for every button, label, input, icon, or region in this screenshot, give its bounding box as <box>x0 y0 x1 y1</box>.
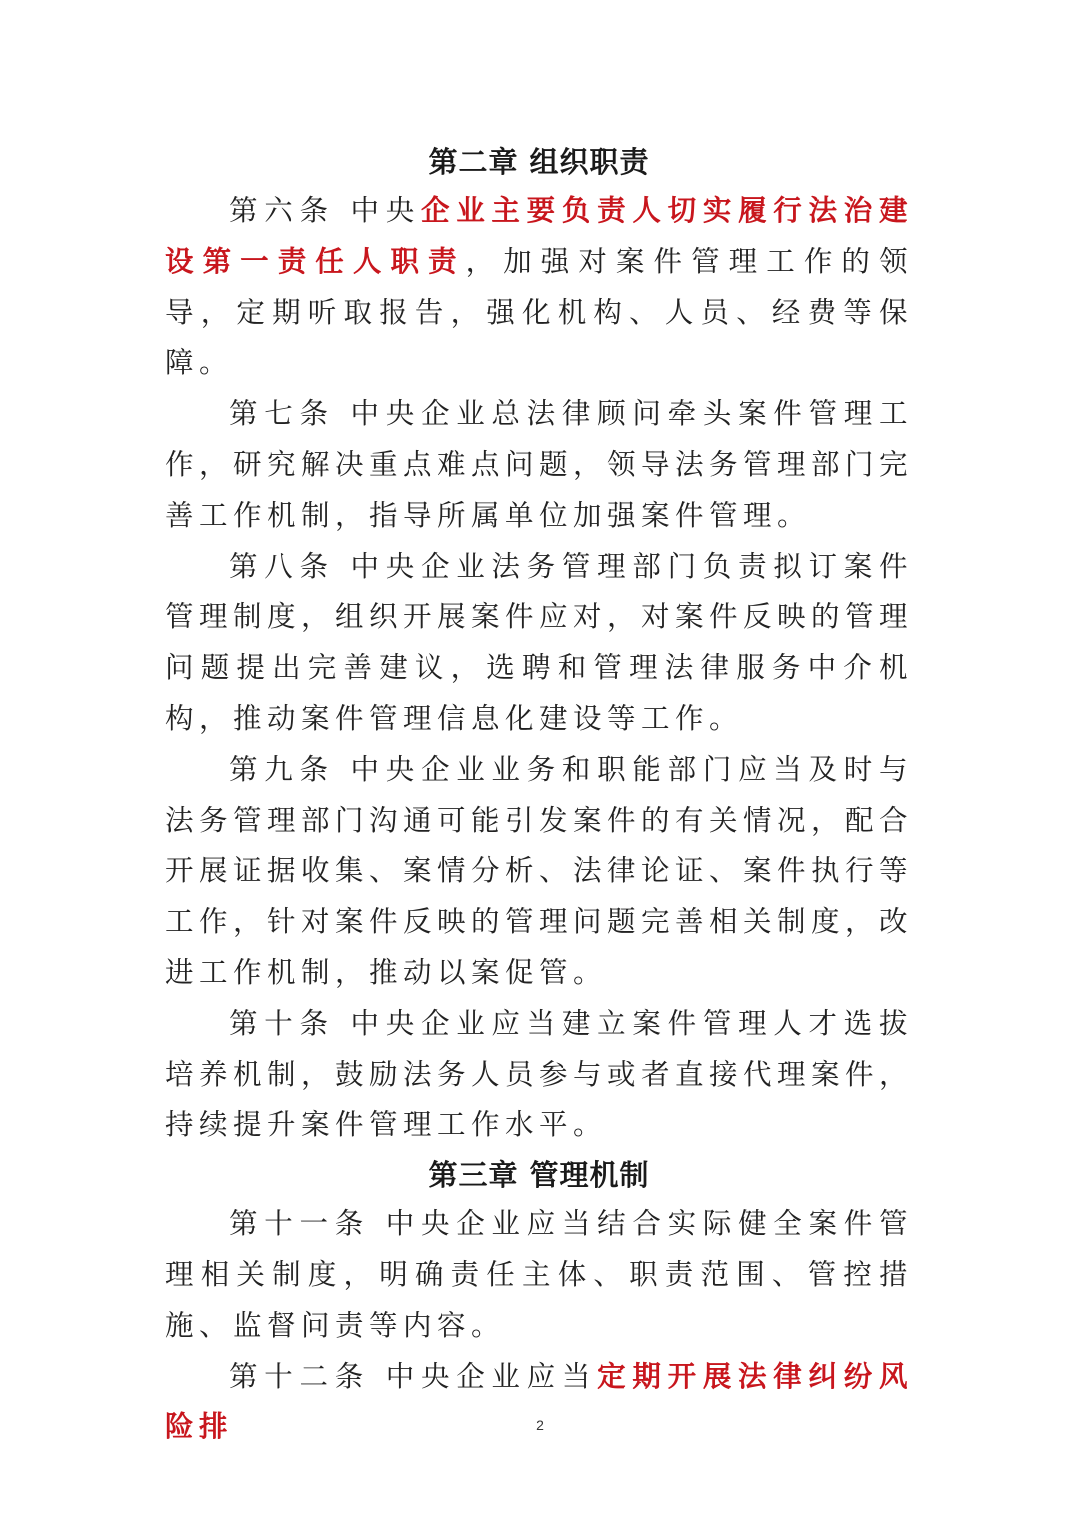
document-body <box>165 138 913 1453</box>
article-12-highlight: 定期开展法律纠纷风险排 <box>165 1359 913 1444</box>
chapter-2-heading: 第二章 组织职责 <box>428 145 650 179</box>
article-6-highlight: 企业主要负责人切实履行法治建设第一责任人职责 <box>165 194 913 278</box>
article-12 <box>165 1352 913 1454</box>
article-6 <box>165 186 913 389</box>
page-number: 2 <box>536 1417 544 1433</box>
article-8: 第八条 中央企业法务管理部门负责拟订案件管理制度，组织开展案件应对，对案件反映的管理问题提出完善建议，选聘和管理法律服务中介机构，推动案件管理信息化建设等工作。 <box>165 549 914 735</box>
article-7: 第七条 中央企业总法律顾问牵头案件管理工作，研究解决重点难点问题，领导法务管理部门完善工作机制，指导所属单位加强案件管理。 <box>165 397 914 532</box>
article-11: 第十一条 中央企业应当结合实际健全案件管理相关制度，明确责任主体、职责范围、管控措施、监督问责等内容。 <box>165 1207 913 1342</box>
article-12-lead: 第十二条 中央企业应当 <box>229 1359 598 1393</box>
article-6-rest: ，加强对案件管理工作的领导，定期听取报告，强化机构、人员、经费等保障。 <box>165 244 913 380</box>
article-10: 第十条 中央企业应当建立案件管理人才选拔培养机制，鼓励法务人员参与或者直接代理案件，持续提升案件管理工作水平。 <box>165 1006 914 1142</box>
article-6-lead: 第六条 中央 <box>229 194 421 227</box>
article-9: 第九条 中央企业业务和职能部门应当及时与法务管理部门沟通可能引发案件的有关情况，配合开展证据收集、案情分析、法律论证、案件执行等工作，针对案件反映的管理问题完善相关制度，改进工作机制，推动以案促管。 <box>165 752 914 989</box>
chapter-3-heading: 第三章 管理机制 <box>428 1158 650 1193</box>
